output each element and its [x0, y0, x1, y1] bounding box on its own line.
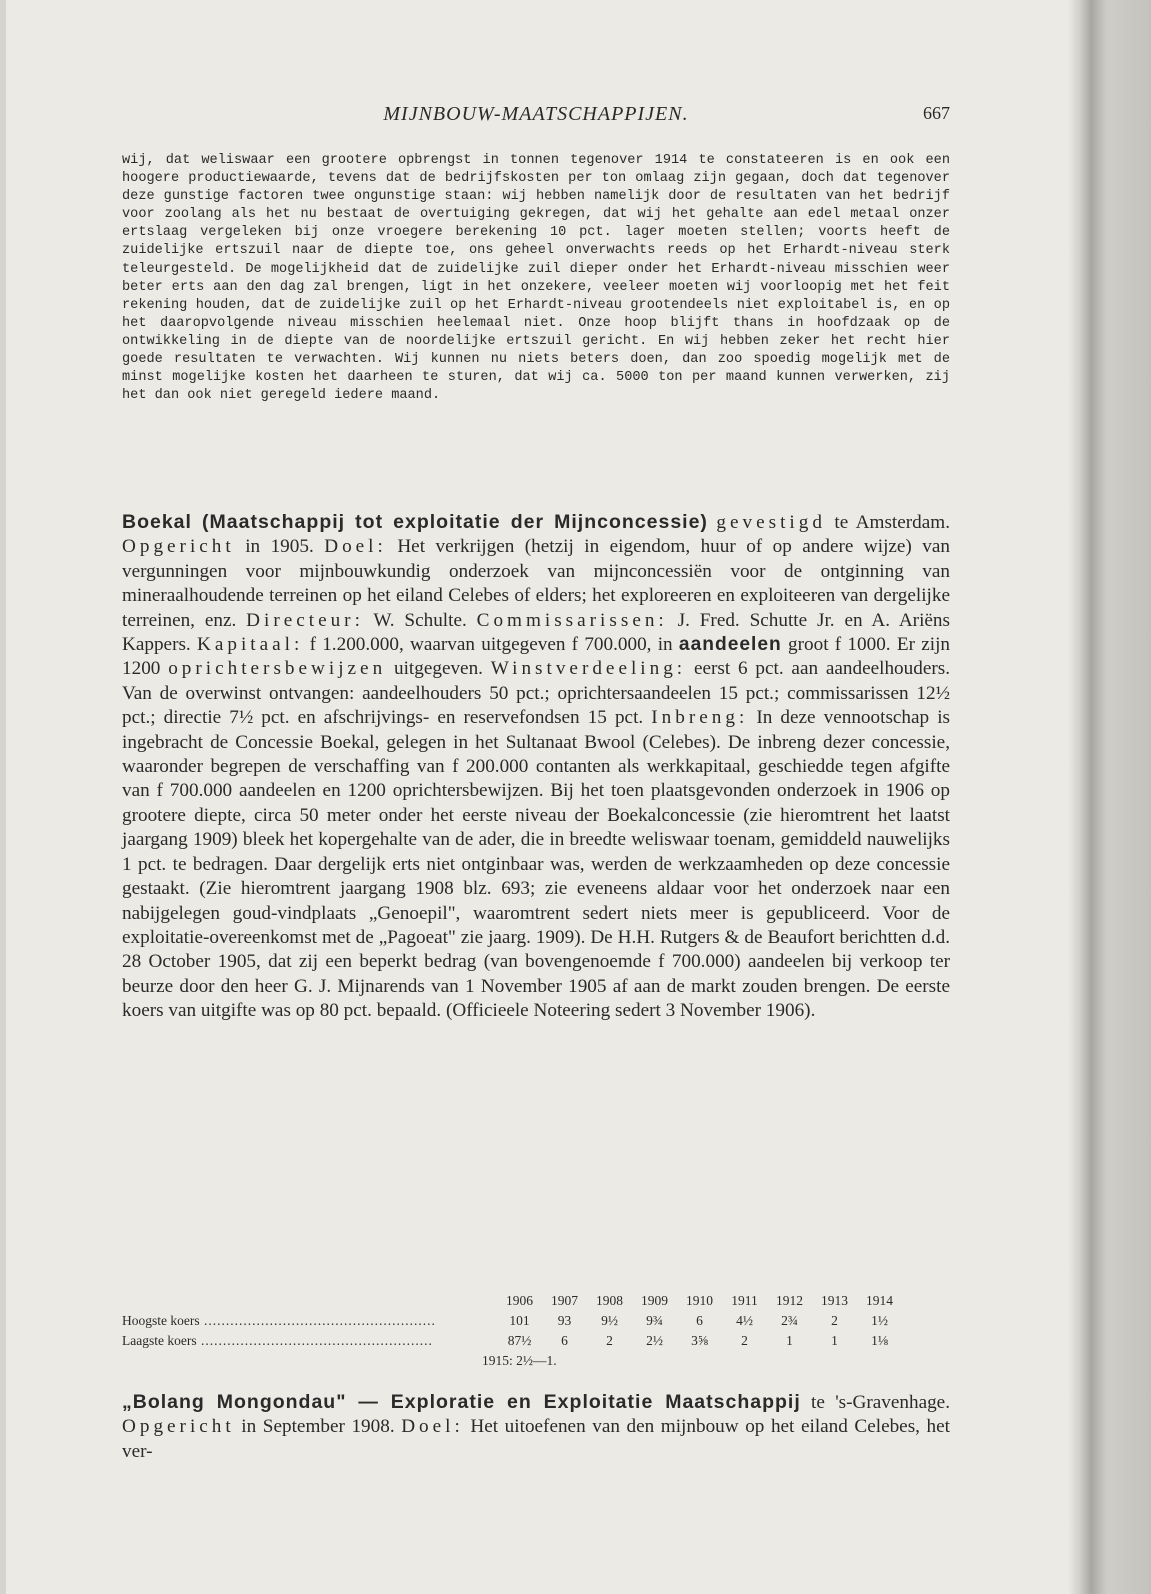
leader-dots: .....................................................: [199, 1313, 436, 1328]
table-row: [122, 1311, 902, 1331]
keyword-doel: Doel:: [401, 1416, 464, 1438]
entry-boekal: [122, 510, 950, 1024]
keyword-commissarissen: Commissarissen:: [476, 609, 668, 631]
koers-grid: [122, 1291, 902, 1351]
koers-cell: 3⅝: [691, 1333, 708, 1348]
book-spine: [1078, 0, 1151, 1594]
koers-row-label: [122, 1311, 497, 1331]
keyword-opgericht: Opgericht: [122, 1416, 235, 1438]
page-header: [122, 103, 950, 133]
text-run: W. Schulte.: [363, 609, 477, 631]
text-run: te 's-Gravenhage.: [800, 1392, 950, 1413]
keyword-opgericht: Opgericht: [122, 536, 235, 558]
keyword-oprichtersbewijzen: oprichtersbewijzen: [168, 658, 387, 680]
intro-paragraph: [122, 152, 950, 405]
table-row: [122, 1331, 902, 1351]
koers-year: 1914: [866, 1293, 893, 1308]
text-run: J. Fred. Schutte Jr. en A. Ariëns Kappers.: [122, 609, 950, 656]
intro-text: wij, dat weliswaar een grootere opbrengst in tonnen tegenover 1914 te constateeren is en ook een hoogere productiewaarde, tevens dat de bedrijfskosten per ton omlaag zijn gegaan, doch dat tegenover deze gunstige factoren twee ongunstige staan: wij hebben namelijk door de resultaten van het bedrijf voor zoolang als het nu bestaat de overtuiging gekregen, dat wij het gehalte aan edel metaal onzer ertslaag vergeleken bij onze vroegere berekening 10 pct. lager moeten stellen; voorts heeft de zuidelijke ertszuil naar de diepte toe, ons geheel onverwachts reeds op het Erhardt-niveau sterk teleurgesteld. De mogelijkheid dat de zuidelijke zuil dieper onder het Erhardt-niveau misschien weer beter erts aan den dag zal brengen, ligt in het onzekere, veeleer moeten wij voorloopig met het feit rekening houden, dat de zuidelijke zuil op het Erhardt-niveau grootendeels niet exploitabel is, en op het daaropvolgende niveau misschien heelemaal niet. Onze hoop blijft thans in hoofdzaak op de ontwikkeling in de diepte van de noordelijke ertszuil gericht. En wij hebben zeker het recht hier goede resultaten te verwachten. Wij kunnen nu niets beters doen, dan zoo spoedig mogelijk met de minst mogelijke kosten het daarheen te sturen, dat wij ca. 5000 ton per maand kunnen verwerken, zij het dan ook niet geregeld iedere maand.: [122, 153, 950, 404]
koers-cell: 6: [561, 1333, 568, 1348]
keyword-doel: Doel:: [324, 536, 387, 558]
row-label-text: Laagste koers: [122, 1333, 197, 1348]
leader-dots: .....................................................: [196, 1333, 433, 1348]
koers-year: 1910: [686, 1293, 713, 1308]
koers-cell: 1½: [871, 1313, 888, 1328]
page-left-edge: [0, 0, 6, 1594]
koers-cell: 101: [509, 1313, 530, 1328]
koers-cell: 2¾: [781, 1313, 798, 1328]
row-label-text: Hoogste koers: [122, 1313, 200, 1328]
keyword-gevestigd: gevestigd: [716, 512, 826, 533]
text-run: Het uitoefenen van den mijnbouw op het eiland Celebes, het ver-: [122, 1416, 950, 1462]
keyword-kapitaal: Kapitaal:: [196, 634, 304, 656]
text-run: Het verkrijgen (hetzij in eigendom, huur of op andere wijze) van vergunningen voor mijnbouwkundig onderzoek van mijnconcessiën voor de ontginning van mineraalhoudende terreinen op het eiland Celebes of elders; het exploreeren en exploiteeren van dergelijke terreinen, enz.: [122, 536, 950, 631]
text-run: uitgegeven.: [386, 658, 491, 680]
text-run: in 1905.: [234, 536, 325, 558]
entry-boekal-text: [122, 510, 950, 1024]
keyword-directeur: Directeur:: [246, 609, 364, 631]
text-run: f 1.200.000, waarvan uitgegeven f 700.000, in: [303, 634, 679, 656]
company-name: „Bolang Mongondau" — Exploratie en Exploitatie Maatschappij: [122, 1391, 801, 1413]
koers-cell: 2: [741, 1333, 748, 1348]
koers-cell: 1⅛: [871, 1333, 888, 1348]
text-run: in September 1908.: [234, 1416, 402, 1438]
text-run: In deze vennootschap is ingebracht de Concessie Boekal, gelegen in het Sultanaat Bwool (Celebes). De inbreng dezer concessie, waaronder begrepen de verschaffing van f 200.000 contanten als werkkapitaal, geschiedde tegen afgifte van f 700.000 aandeelen en 1200 oprichtersbewijzen. Bij het toen plaatsgevonden onderzoek in 1906 op grootere diepte, circa 50 meter onder het eerste niveau der Boekalconcessie (zie hieromtrent het laatst jaargang 1909) bleek het kopergehalte van de ader, die in breedte weliswaar toenam, gemiddeld nauwelijks 1 pct. te bedragen. Daar dergelijk erts niet ontginbaar was, werden de werkzaamheden op deze concessie gestaakt. (Zie hieromtrent jaargang 1908 blz. 693; zie eveneens aldaar voor het onderzoek naar een nabijgelegen goud-vindplaats „Genoepil", waaromtrent sedert niets meer is gepubliceerd. Voor de exploitatie-overeenkomst met de „Pagoeat" zie jaarg. 1909). De H.H. Rutgers & de Beaufort berichtten d.d. 28 October 1905, dat zij een beperkt bedrag (van bovengenoemde f 700.000) aandeelen bij verkoop ter beurze door den heer G. J. Mijnarends van 1 November 1905 af aan de markt zouden brengen. De eerste koers van uitgifte was op 80 pct. bepaald. (Officieele Noteering sedert 3 November 1906).: [122, 707, 950, 1022]
entry-bolang-mongondau: [122, 1390, 950, 1464]
koers-cell: 1: [786, 1333, 793, 1348]
running-title: MIJNBOUW-MAATSCHAPPIJEN.: [383, 103, 689, 125]
koers-year: 1906: [506, 1293, 533, 1308]
koers-cell: 2½: [646, 1333, 663, 1348]
koers-cell: 93: [557, 1313, 572, 1328]
koers-year: 1912: [776, 1293, 803, 1308]
koers-row-label: [122, 1331, 497, 1351]
company-name: Boekal (Maatschappij tot exploitatie der Mijnconcessie): [122, 511, 708, 533]
koers-cell: 2: [831, 1313, 838, 1328]
keyword-winstverdeeling: Winstverdeeling:: [490, 658, 687, 680]
page-number: 667: [923, 103, 950, 123]
koers-cell: 2: [606, 1333, 613, 1348]
entry-bolang-text: [122, 1390, 950, 1464]
koers-table: [122, 1291, 950, 1368]
keyword-aandeelen: aandeelen: [678, 634, 782, 656]
koers-year: 1909: [641, 1293, 668, 1308]
koers-cell: 9½: [601, 1313, 618, 1328]
koers-year: 1913: [821, 1293, 848, 1308]
text-run: eerst 6 pct. aan aandeelhouders. Van de overwinst ontvangen: aandeelhouders 50 pct.; oprichtersaandeelen 15 pct.; commissarissen 12½ pct.; directie 7½ pct. en afschrijvings- en reservefondsen 15 pct.: [122, 658, 950, 729]
text-run: te Amsterdam.: [825, 512, 951, 533]
text-run: groot f 1000. Er zijn 1200: [122, 634, 950, 680]
koers-cell: 87½: [507, 1333, 532, 1348]
koers-note-1915: 1915: 2½—1.: [482, 1353, 557, 1368]
koers-corner: [122, 1291, 497, 1311]
koers-cell: 9¾: [646, 1313, 663, 1328]
koers-year: 1907: [551, 1293, 578, 1308]
koers-year: 1908: [596, 1293, 623, 1308]
koers-year: 1911: [731, 1293, 758, 1308]
keyword-inbreng: Inbreng:: [651, 707, 749, 729]
koers-year-row: [122, 1291, 902, 1311]
koers-cell: 4½: [736, 1313, 753, 1328]
koers-cell: 6: [696, 1313, 703, 1328]
koers-cell: 1: [831, 1333, 838, 1348]
